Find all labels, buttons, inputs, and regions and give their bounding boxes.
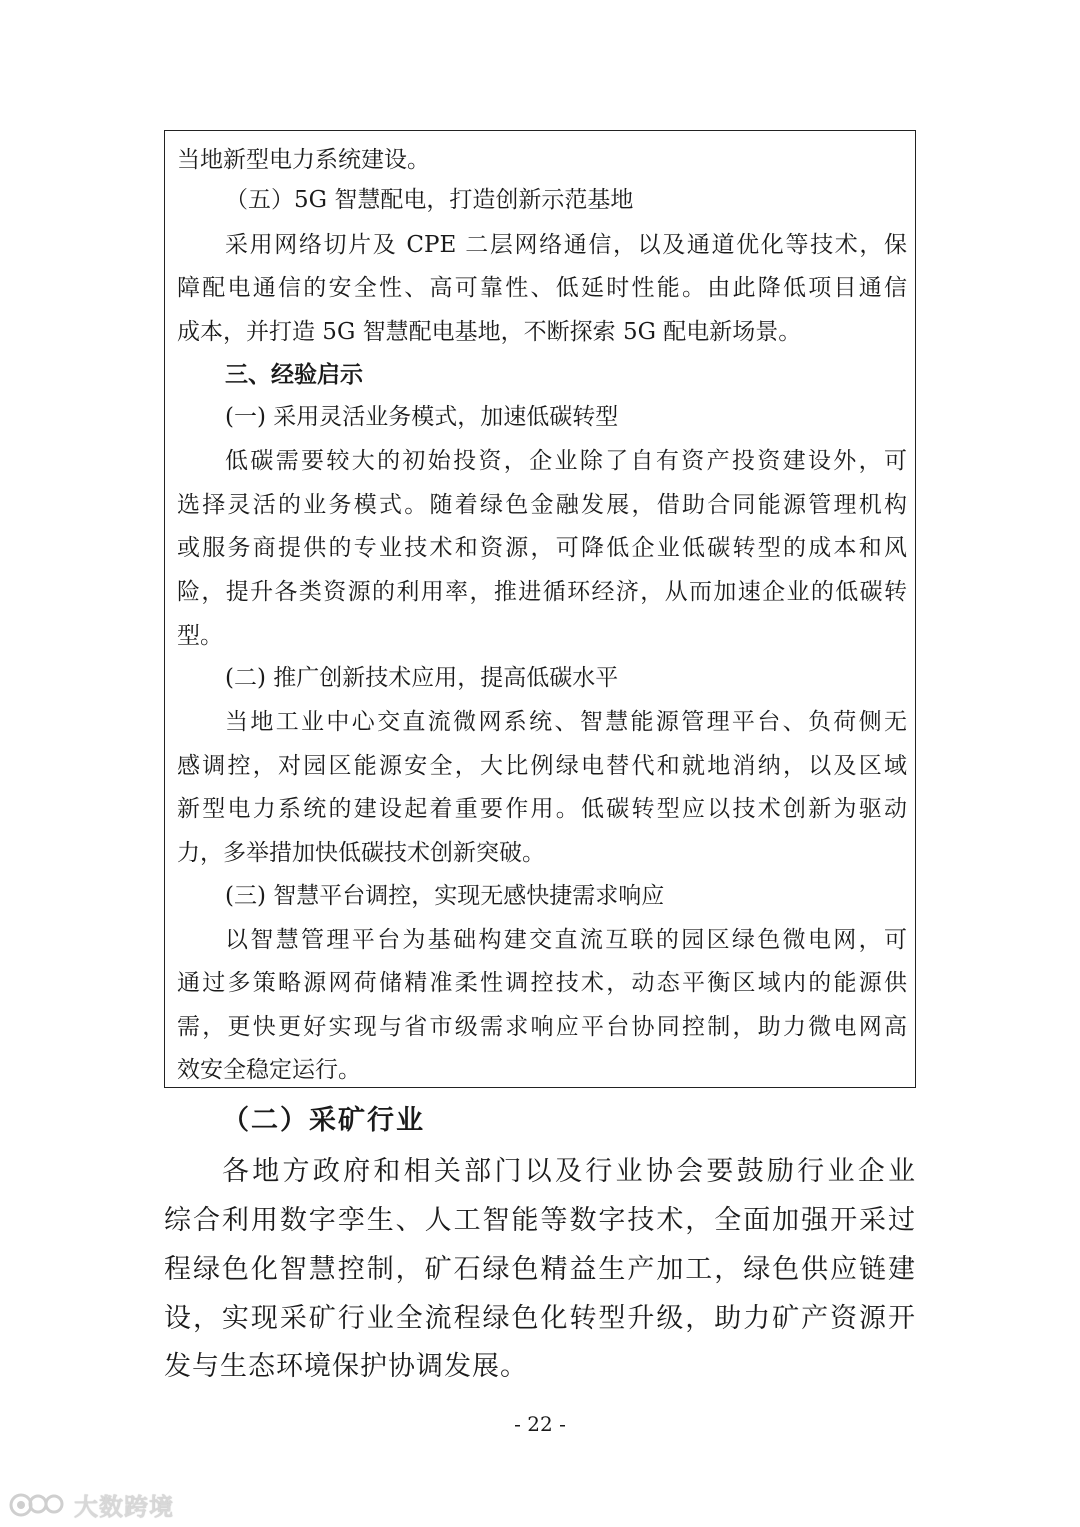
box-text-line: 需，更快更好实现与省市级需求响应平台协同控制，助力微电网高 — [177, 1014, 907, 1040]
box-text-line: 效安全稳定运行。 — [177, 1057, 361, 1083]
box-text-line: 成本，并打造 5G 智慧配电基地，不断探索 5G 配电新场景。 — [177, 319, 802, 345]
box-text-line: 当地工业中心交直流微网系统、智慧能源管理平台、负荷侧无 — [225, 709, 907, 735]
box-text-line: 当地新型电力系统建设。 — [177, 147, 430, 173]
box-text-line: 感调控，对园区能源安全，大比例绿电替代和就地消纳，以及区域 — [177, 753, 907, 779]
box-section-heading: 三、经验启示 — [225, 361, 363, 388]
watermark-text: 大数跨境 — [74, 1492, 174, 1521]
box-text-line: 新型电力系统的建设起着重要作用。低碳转型应以技术创新为驱动 — [177, 796, 907, 822]
box-text-line: 以智慧管理平台为基础构建交直流互联的园区绿色微电网，可 — [225, 927, 907, 953]
box-subheading: (三) 智慧平台调控，实现无感快捷需求响应 — [225, 883, 665, 909]
box-text-line: 力，多举措加快低碳技术创新突破。 — [177, 840, 545, 866]
box-text-line: 采用网络切片及 CPE 二层网络通信，以及通道优化等技术，保 — [225, 232, 907, 258]
section-heading: （二）采矿行业 — [222, 1105, 425, 1136]
box-text-line: 型。 — [177, 623, 223, 649]
box-text-line: 障配电通信的安全性、高可靠性、低延时性能。由此降低项目通信 — [177, 275, 907, 301]
body-text-line: 发与生态环境保护协调发展。 — [164, 1351, 528, 1382]
box-subheading: (二) 推广创新技术应用，提高低碳水平 — [225, 665, 619, 691]
box-text-line: 低碳需要较大的初始投资，企业除了自有资产投资建设外，可 — [225, 448, 907, 474]
weibo-logo-icon — [8, 1489, 68, 1519]
page-number: - 22 - — [514, 1412, 566, 1436]
body-text-line: 综合利用数字孪生、人工智能等数字技术，全面加强开采过 — [164, 1205, 916, 1236]
box-text-line: 通过多策略源网荷储精准柔性调控技术，动态平衡区域内的能源供 — [177, 970, 907, 996]
box-subheading: （五）5G 智慧配电，打造创新示范基地 — [225, 187, 634, 213]
watermark — [8, 1488, 174, 1520]
box-subheading: (一) 采用灵活业务模式，加速低碳转型 — [225, 404, 619, 430]
box-text-line: 险，提升各类资源的利用率，推进循环经济，从而加速企业的低碳转 — [177, 579, 907, 605]
box-text-line: 或服务商提供的专业技术和资源，可降低企业低碳转型的成本和风 — [177, 535, 907, 561]
body-text-line: 设，实现采矿行业全流程绿色化转型升级，助力矿产资源开 — [164, 1303, 916, 1334]
body-text-line: 各地方政府和相关部门以及行业协会要鼓励行业企业 — [222, 1156, 916, 1187]
box-text-line: 选择灵活的业务模式。随着绿色金融发展，借助合同能源管理机构 — [177, 492, 907, 518]
body-text-line: 程绿色化智慧控制，矿石绿色精益生产加工，绿色供应链建 — [164, 1254, 916, 1285]
